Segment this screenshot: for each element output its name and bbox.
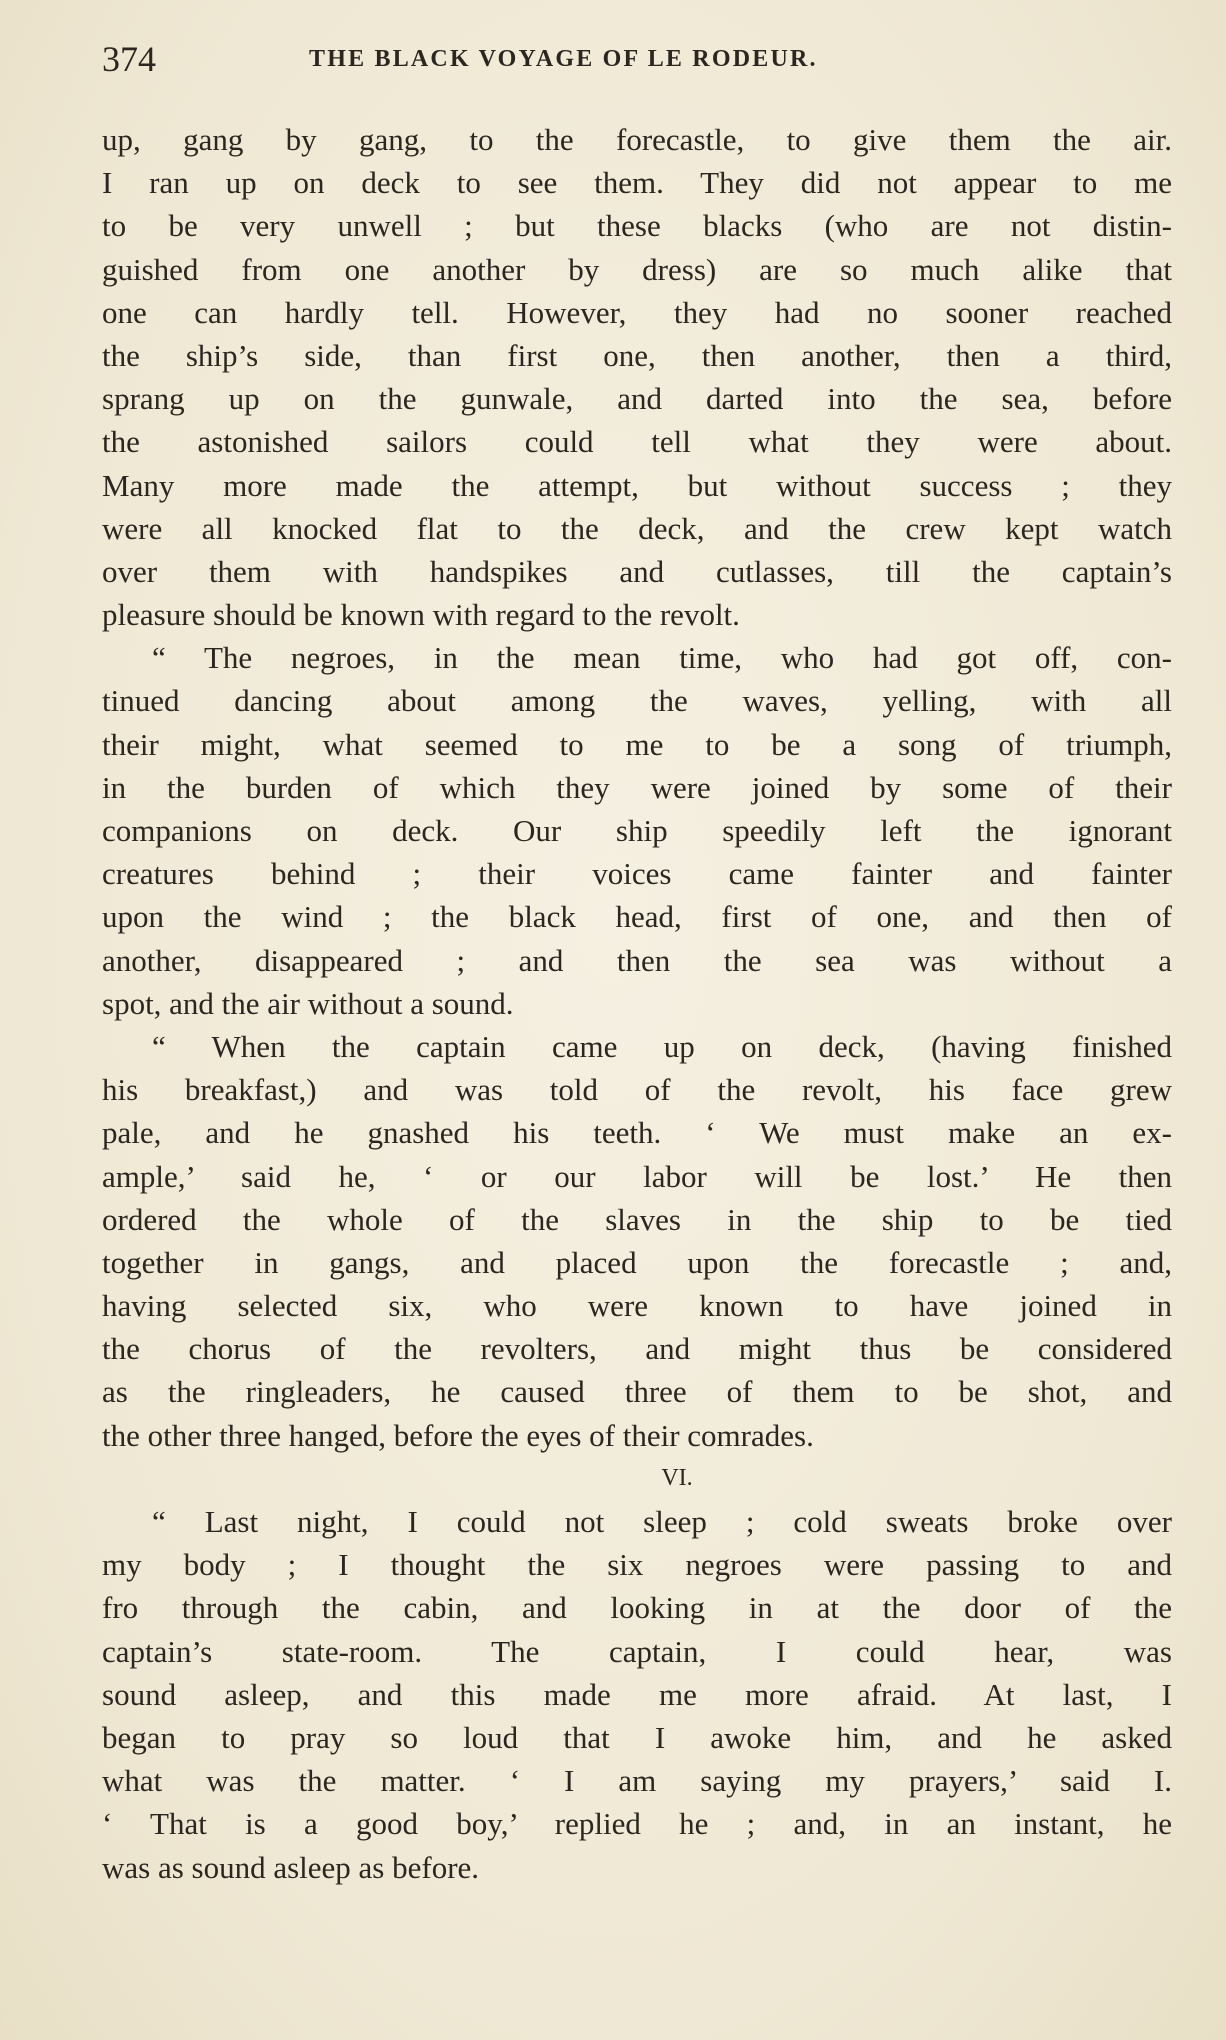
text-line: pale, and he gnashed his teeth. ‘ We must make an ex-: [102, 1115, 1172, 1151]
text-line: as the ringleaders, he caused three of them to be shot, and: [102, 1374, 1172, 1410]
text-line: the ship’s side, than first one, then another, then a third,: [102, 337, 1172, 373]
text-line: sound asleep, and this made me more afraid. At last, I: [102, 1676, 1172, 1712]
text-line: creatures behind ; their voices came fainter and fainter: [102, 856, 1172, 892]
text-line: companions on deck. Our ship speedily left the ignorant: [102, 813, 1172, 848]
text-line: “ The negroes, in the mean time, who had got off, con-: [152, 640, 1172, 676]
page-header: [102, 38, 1172, 82]
text-line: guished from one another by dress) are so much alike that: [102, 251, 1172, 287]
text-line: to be very unwell ; but these blacks (who are not distin-: [102, 208, 1172, 244]
paragraph: [102, 1500, 1172, 1889]
text-line: over them with handspikes and cutlasses, till the captain’s: [102, 553, 1172, 589]
text-line: one can hardly tell. However, they had no sooner reached: [102, 294, 1172, 330]
text-line: the chorus of the revolters, and might thus be considered: [102, 1331, 1172, 1367]
text-line: “ When the captain came up on deck, (having finished: [152, 1028, 1172, 1064]
section-heading: VI.: [661, 1464, 693, 1491]
text-line: “ Last night, I could not sleep ; cold sweats broke over: [152, 1504, 1172, 1539]
text-line: their might, what seemed to me to be a song of triumph,: [102, 726, 1172, 762]
paragraph: [102, 118, 1172, 636]
text-line: captain’s state-room. The captain, I could hear, was: [102, 1633, 1172, 1669]
page-number: 374: [102, 39, 156, 79]
text-line: another, disappeared ; and then the sea was without a: [102, 942, 1172, 978]
text-line: having selected six, who were known to have joined in: [102, 1288, 1172, 1324]
text-line: up, gang by gang, to the forecastle, to give them the air.: [102, 122, 1172, 157]
text-line: ‘ That is a good boy,’ replied he ; and, in an instant, he: [102, 1806, 1172, 1842]
text-line: were all knocked flat to the deck, and the crew kept watch: [102, 510, 1172, 546]
text-line: in the burden of which they were joined by some of their: [102, 769, 1172, 805]
text-line: his breakfast,) and was told of the revolt, his face grew: [102, 1072, 1172, 1108]
text-line: spot, and the air without a sound.: [102, 985, 514, 1021]
text-line: ample,’ said he, ‘ or our labor will be lost.’ He then: [102, 1158, 1172, 1194]
text-line: the other three hanged, before the eyes of their comrades.: [102, 1417, 814, 1453]
text-line: my body ; I thought the six negroes were passing to and: [102, 1547, 1172, 1583]
text-line: the astonished sailors could tell what they were about.: [102, 424, 1172, 460]
text-line: sprang up on the gunwale, and darted into the sea, before: [102, 381, 1172, 417]
running-title: THE BLACK VOYAGE OF LE RODEUR.: [309, 46, 818, 72]
text-line: tinued dancing about among the waves, yelling, with all: [102, 683, 1172, 719]
text-line: fro through the cabin, and looking in at the door of the: [102, 1590, 1172, 1626]
text-line: began to pray so loud that I awoke him, and he asked: [102, 1719, 1172, 1755]
paragraph: [102, 1025, 1172, 1457]
text-line: upon the wind ; the black head, first of one, and then of: [102, 899, 1172, 935]
text-line: Many more made the attempt, but without success ; they: [102, 467, 1172, 503]
text-line: ordered the whole of the slaves in the ship to be tied: [102, 1201, 1172, 1237]
text-line: I ran up on deck to see them. They did not appear to me: [102, 165, 1172, 201]
text-line: together in gangs, and placed upon the forecastle ; and,: [102, 1244, 1172, 1280]
text-line: pleasure should be known with regard to the revolt.: [102, 597, 740, 633]
text-line: was as sound asleep as before.: [102, 1849, 480, 1885]
text-line: what was the matter. ‘ I am saying my prayers,’ said I.: [102, 1763, 1172, 1799]
paragraph: [102, 636, 1172, 1025]
body-text: [102, 118, 1172, 1889]
